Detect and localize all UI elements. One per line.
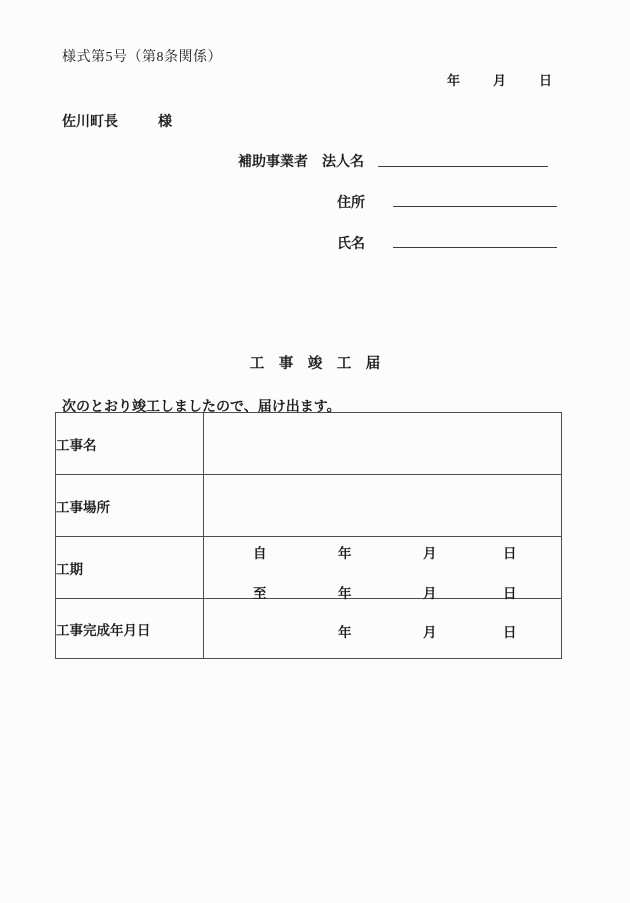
row-construction-period-value bbox=[204, 537, 562, 599]
name-blank bbox=[393, 247, 557, 248]
corporate-name-label: 法人名 bbox=[322, 153, 364, 169]
period-from-year-label: 年 bbox=[338, 545, 352, 561]
date-line bbox=[447, 70, 552, 89]
completion-date-line-wrap bbox=[204, 600, 561, 658]
address-label: 住所 bbox=[337, 194, 365, 210]
completion-form-table bbox=[55, 412, 562, 659]
table-row bbox=[56, 537, 562, 599]
completion-year-label: 年 bbox=[338, 624, 352, 640]
completion-day-label: 日 bbox=[503, 624, 517, 640]
addressee-honorific: 様 bbox=[158, 113, 172, 129]
date-day-label: 日 bbox=[539, 73, 553, 88]
period-to-prefix: 至 bbox=[253, 585, 267, 601]
addressee bbox=[62, 111, 172, 131]
period-from-month-label: 月 bbox=[423, 545, 437, 561]
completion-date-line bbox=[204, 621, 561, 638]
form-number: 様式第5号（第8条関係） bbox=[62, 50, 222, 65]
row-construction-period-label: 工期 bbox=[56, 537, 204, 599]
period-to-line bbox=[204, 582, 561, 599]
period-dates bbox=[204, 538, 561, 601]
address-blank bbox=[393, 206, 557, 207]
applicant-role-label: 補助事業者 bbox=[238, 153, 308, 169]
row-construction-name-value bbox=[204, 413, 562, 475]
date-year-label: 年 bbox=[447, 73, 461, 88]
table-row bbox=[56, 475, 562, 537]
period-to-month-label: 月 bbox=[423, 585, 437, 601]
period-to-year-label: 年 bbox=[338, 585, 352, 601]
document-title: 工 事 竣 工 届 bbox=[249, 356, 381, 372]
date-month-label: 月 bbox=[493, 73, 507, 88]
row-completion-date-label: 工事完成年月日 bbox=[56, 599, 204, 659]
period-from-line bbox=[204, 542, 561, 559]
period-from-day-label: 日 bbox=[503, 545, 517, 561]
table-row bbox=[56, 599, 562, 659]
corporate-name-blank bbox=[378, 166, 548, 167]
addressee-name: 佐川町長 bbox=[62, 113, 118, 129]
row-construction-name-label: 工事名 bbox=[56, 413, 204, 475]
period-to-day-label: 日 bbox=[503, 585, 517, 601]
period-from-prefix: 自 bbox=[253, 545, 267, 561]
intro-sentence: 次のとおり竣工しましたので、届け出ます。 bbox=[62, 398, 341, 414]
row-construction-site-value bbox=[204, 475, 562, 537]
name-label: 氏名 bbox=[337, 235, 365, 251]
row-completion-date-value bbox=[204, 599, 562, 659]
table-row bbox=[56, 413, 562, 475]
completion-month-label: 月 bbox=[423, 624, 437, 640]
row-construction-site-label: 工事場所 bbox=[56, 475, 204, 537]
